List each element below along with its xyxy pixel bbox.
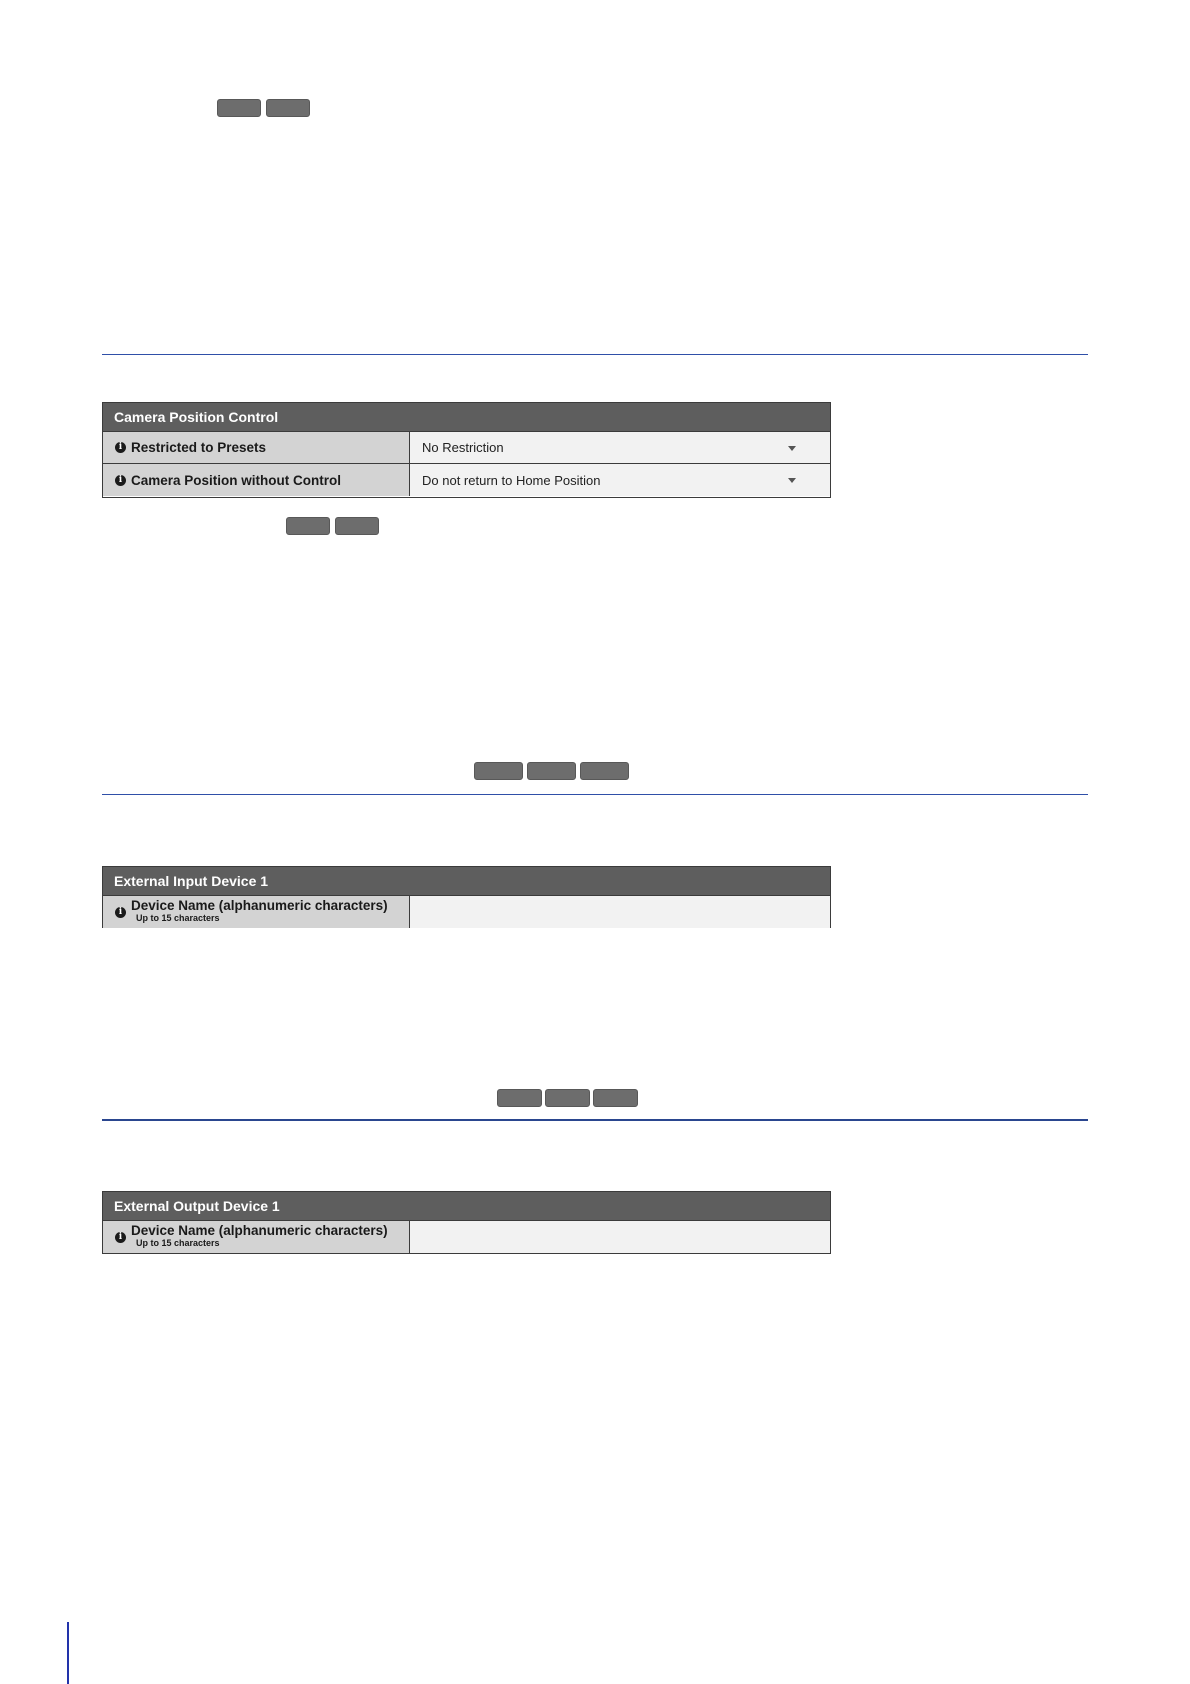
info-icon[interactable]: i — [115, 442, 126, 453]
tag-pill — [593, 1089, 638, 1107]
setting-label-cell — [103, 432, 410, 463]
setting-label-group — [131, 899, 388, 925]
page-margin-bar — [67, 1622, 69, 1684]
tag-pill — [474, 762, 523, 780]
camera-position-control-panel — [102, 402, 831, 498]
section-divider — [102, 354, 1088, 355]
setting-sublabel: Up to 15 characters — [136, 1238, 220, 1248]
setting-label: Device Name (alphanumeric characters) — [131, 898, 388, 913]
setting-label-cell — [103, 1221, 410, 1253]
setting-label: Camera Position without Control — [131, 472, 342, 488]
camera-position-without-control-select[interactable] — [410, 464, 830, 496]
tag-pill — [335, 517, 379, 535]
tag-pill — [527, 762, 576, 780]
tag-pill — [266, 99, 310, 117]
setting-label-group — [131, 1224, 388, 1250]
external-input-device-panel — [102, 866, 831, 928]
info-icon[interactable]: i — [115, 475, 126, 486]
tag-pill — [286, 517, 330, 535]
setting-label-cell — [103, 896, 410, 928]
setting-label: Device Name (alphanumeric characters) — [131, 1223, 388, 1238]
section-divider — [102, 1119, 1088, 1121]
device-name-input[interactable] — [410, 896, 830, 928]
panel-title: External Input Device 1 — [103, 867, 830, 896]
info-icon[interactable]: i — [115, 1232, 126, 1243]
section-divider — [102, 794, 1088, 795]
setting-label: Restricted to Presets — [131, 440, 267, 455]
restricted-to-presets-select[interactable] — [410, 432, 830, 463]
select-value: Do not return to Home Position — [422, 472, 601, 488]
setting-row-device-name — [103, 1221, 830, 1253]
setting-row-restricted-to-presets — [103, 432, 830, 464]
chevron-down-icon — [788, 446, 796, 451]
tag-pill — [497, 1089, 542, 1107]
tag-pill — [580, 762, 629, 780]
external-output-device-panel — [102, 1191, 831, 1254]
info-icon[interactable]: i — [115, 907, 126, 918]
chevron-down-icon — [788, 478, 796, 483]
setting-label-cell — [103, 464, 410, 496]
tag-pill — [545, 1089, 590, 1107]
setting-sublabel: Up to 15 characters — [136, 913, 220, 923]
panel-title: Camera Position Control — [103, 403, 830, 432]
select-value: No Restriction — [422, 440, 504, 455]
setting-row-device-name — [103, 896, 830, 928]
tag-pill — [217, 99, 261, 117]
panel-title: External Output Device 1 — [103, 1192, 830, 1221]
device-name-input[interactable] — [410, 1221, 830, 1253]
setting-row-camera-position-without-control — [103, 464, 830, 496]
